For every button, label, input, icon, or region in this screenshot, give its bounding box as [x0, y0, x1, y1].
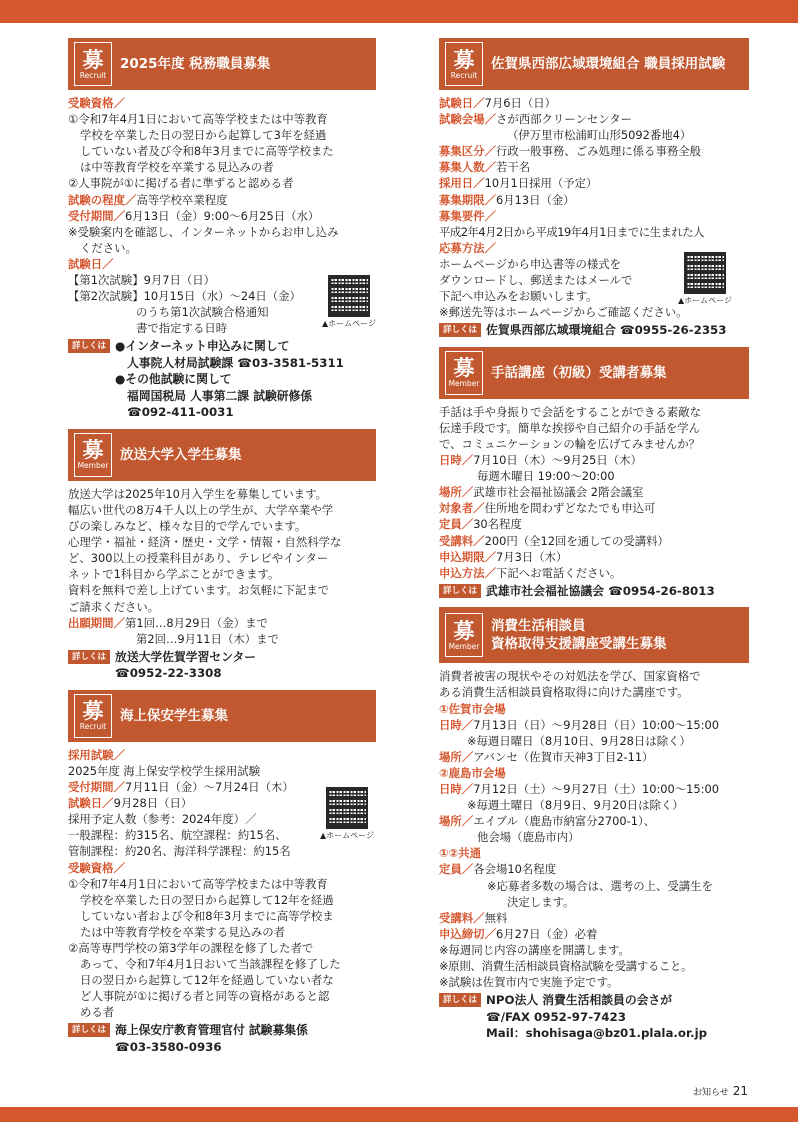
detail-contact: [68, 649, 376, 682]
contact-line: ☎0952-22-3308: [115, 666, 222, 681]
contact-line: 武雄市社会福祉協議会 ☎0954-26-8013: [486, 583, 715, 598]
text-line: ※試験は佐賀市内で実施予定です。: [439, 975, 619, 990]
text-line: 試験の程度／高等学校卒業程度: [68, 192, 228, 207]
contact-line: 海上保安庁教育管理官付 試験募集係: [115, 1023, 308, 1038]
text-line: める者: [80, 1005, 115, 1020]
contact-line: 人事院人材局試験課 ☎03-3581-5311: [127, 355, 344, 370]
text-line: 申込締切／6月27日（金）必着: [439, 926, 598, 941]
text-line: 申込期限／7月3日（木）: [439, 549, 568, 564]
left-column: [68, 38, 376, 1063]
text-line: ダウンロードし、郵送またはメールで: [439, 273, 633, 288]
text-line: 募集人数／若干名: [439, 160, 531, 175]
section-title: 佐賀県西部広域環境組合 職員採用試験: [491, 56, 726, 72]
text-line: 毎週木曜日 19:00～20:00: [477, 469, 615, 484]
text-line: ※毎週土曜日（8月9日、9月20日は除く）: [467, 798, 684, 813]
text-line: ②高等専門学校の第3学年の課程を修了した者で: [68, 940, 314, 955]
text-line: 採用試験／: [68, 747, 125, 762]
text-line: は中等教育学校を卒業する見込みの者: [80, 160, 274, 175]
detail-badge: 詳しくは: [439, 584, 481, 598]
text-line: 【第1次試験】9月7日（日）: [68, 273, 216, 288]
detail-contact: [68, 338, 376, 421]
text-line: 応募方法／: [439, 240, 496, 255]
top-color-bar: [0, 0, 798, 23]
text-line: 場所／アバンセ（佐賀市天神3丁目2-11）: [439, 749, 654, 764]
detail-badge: 詳しくは: [68, 339, 110, 353]
page-number: 21: [732, 1084, 748, 1098]
contact-line: ●その他試験に関して: [115, 372, 232, 387]
text-line: 伝達手段です。簡単な挨拶や自己紹介の手話を学ん: [439, 420, 701, 435]
contact-line: 福岡国税局 人事第二課 試験研修係: [127, 388, 313, 403]
contact-line: ☎03-3580-0936: [115, 1039, 222, 1054]
detail-badge: 詳しくは: [68, 650, 110, 664]
footer-label: お知らせ: [692, 1088, 729, 1098]
text-line: 定員／各会場10名程度: [439, 862, 557, 877]
text-line: ど人事院が①に掲げる者と同等の資格があると認: [80, 989, 330, 1004]
detail-badge: 詳しくは: [439, 323, 481, 337]
text-line: 手話は手や身振りで会話をすることができる素敵な: [439, 404, 701, 419]
text-line: あって、令和7年4月1日おいて当該課程を修了した: [80, 957, 341, 972]
label-exam-date: 試験日／: [68, 256, 114, 271]
detail-contact: [439, 583, 749, 600]
text-line: 採用予定人数（参考：2024年度）／: [68, 812, 257, 827]
text-line: 試験会場／さが西部クリーンセンター: [439, 112, 632, 127]
detail-badge: 詳しくは: [68, 1023, 110, 1037]
text-line: 2025年度 海上保安学校学生採用試験: [68, 763, 261, 778]
text-line: 募集区分／行政一般事務、ごみ処理に係る事務全般: [439, 144, 702, 159]
text-line: 募集期限／6月13日（金）: [439, 192, 575, 207]
detail-contact: [68, 1022, 376, 1055]
qr-code-icon: [326, 787, 368, 829]
text-line: ※毎週日曜日（8月10日、9月28日は除く）: [467, 733, 691, 748]
member-badge: 募 Member: [74, 433, 112, 477]
university-section: [68, 429, 376, 682]
contact-line: 佐賀県西部広域環境組合 ☎0955-26-2353: [486, 323, 727, 338]
text-line: 学校を卒業した日の翌日から起算して12年を経過: [80, 892, 334, 907]
right-column: [439, 38, 749, 1050]
venue-heading: ①佐賀市会場: [439, 701, 506, 716]
text-line: ※原則、消費生活相談員資格試験を受講すること。: [439, 959, 693, 974]
text-line: たは中等教育学校を卒業する見込みの者: [80, 924, 286, 939]
text-line: 受験資格／: [68, 860, 125, 875]
contact-line: 放送大学佐賀学習センター: [115, 649, 257, 664]
text-line: 第2回…9月11日（木）まで: [136, 631, 279, 646]
detail-contact: [439, 322, 749, 339]
text-line: 放送大学は2025年10月入学生を募集しています。: [68, 486, 327, 501]
text-line: 受講料／200円（全12回を通しての受講料）: [439, 533, 669, 548]
coast-guard-section: [68, 690, 376, 1056]
text-line: 受付期間／7月11日（金）～7月24日（木）: [68, 780, 294, 795]
section-title: 手話講座（初級）受講者募集: [491, 364, 667, 381]
contact-line: ●インターネット申込みに関して: [115, 339, 290, 354]
recruit-badge: 募 Recruit: [445, 42, 483, 86]
text-line: 場所／エイブル（鹿島市納富分2700-1）、: [439, 814, 656, 829]
text-line: びの楽しみなど、様々な目的で学んでいます。: [68, 519, 307, 534]
text-line: で、コミュニケーションの輪を広げてみませんか？: [439, 437, 701, 451]
qr-code-coast[interactable]: [320, 787, 374, 841]
text-line: 日時／7月12日（土）～9月27日（土）10:00～15:00: [439, 782, 720, 796]
venue-heading: ①②共通: [439, 846, 482, 861]
text-line: のうち第1次試験合格通知: [136, 305, 269, 320]
recruit-badge: 募 Recruit: [74, 42, 112, 86]
text-line: 試験日／9月28日（日）: [68, 796, 193, 811]
member-badge: 募 Member: [445, 351, 483, 395]
text-line: ホームページから申込書等の様式を: [439, 256, 622, 271]
qr-code-environment[interactable]: [678, 252, 732, 306]
section-header: [439, 607, 749, 663]
text-line: 学校を卒業した日の翌日から起算して3年を経過: [80, 128, 327, 143]
text-line: 決定します。: [507, 894, 575, 909]
text-line: 場所／武雄市社会福祉協議会 2階会議室: [439, 485, 644, 500]
qr-code-icon: [328, 275, 370, 317]
section-title: 消費生活相談員: [491, 618, 586, 635]
text-line: 消費者被害の現状やその対処法を学び、国家資格で: [439, 669, 701, 684]
text-line: 日時／7月10日（木）～9月25日（木）: [439, 453, 642, 468]
text-line: ある消費生活相談員資格取得に向けた講座です。: [439, 685, 689, 700]
text-line: 管制課程：約20名、海洋科学課程：約15名: [68, 844, 291, 859]
text-line: 募集要件／: [439, 208, 496, 223]
tax-staff-section: [68, 38, 376, 421]
text-line: 資料を無料で差し上げています。お気軽に下記まで: [68, 583, 330, 598]
section-header: [68, 38, 376, 90]
text-line: 他会場（鹿島市内）: [477, 830, 580, 845]
qr-caption: ▲ホームページ: [320, 831, 374, 840]
text-line: （伊万里市松浦町山形5092番地4）: [507, 128, 692, 143]
text-line: 申込方法／下記へお電話ください。: [439, 565, 622, 580]
text-line: ※応募者多数の場合は、選考の上、受講生を: [487, 878, 713, 893]
text-line: ①令和7年4月1日において高等学校または中等教育: [68, 876, 328, 891]
page-footer: [693, 1084, 748, 1098]
text-line: していない者及び令和8年3月までに高等学校また: [80, 144, 334, 159]
text-line: 受講料／無料: [439, 910, 508, 925]
sign-language-section: [439, 347, 749, 600]
member-badge: 募 Member: [445, 613, 483, 657]
text-line: ※毎週同じ内容の講座を開講します。: [439, 942, 630, 957]
text-line: 試験日／7月6日（日）: [439, 96, 557, 110]
email-link[interactable]: Mail：shohisaga@bz01.plala.or.jp: [486, 1026, 708, 1041]
text-line: ど、300以上の授業科目があり、テレビやインター: [68, 551, 329, 566]
text-line: 心理学・福祉・経済・歴史・文学・情報・自然科学な: [68, 535, 342, 550]
text-line: 対象者／住所地を問わずどなたでも申込可: [439, 501, 656, 516]
label-eligibility: 受験資格／: [68, 96, 125, 110]
contact-line: NPO法人 消費生活相談員の会さが: [486, 993, 673, 1008]
text-line: 幅広い世代の8万4千人以上の学生が、大学卒業や学: [68, 503, 334, 517]
section-subtitle: 資格取得支援講座受講生募集: [491, 636, 667, 653]
bottom-color-bar: [0, 1107, 798, 1122]
section-header: [68, 690, 376, 742]
detail-badge: 詳しくは: [439, 993, 481, 1007]
text-line: 日の翌日から起算して12年を経過していない者な: [80, 973, 334, 988]
qr-caption: ▲ホームページ: [322, 319, 376, 328]
venue-heading: ②鹿島市会場: [439, 765, 506, 780]
text-line: 採用日／10月1日採用（予定）: [439, 176, 598, 191]
section-header: [68, 429, 376, 481]
text-line: 日時／7月13日（日）～9月28日（日）10:00～15:00: [439, 717, 720, 732]
section-title: 放送大学入学生募集: [120, 446, 242, 463]
contact-line: ☎/FAX 0952-97-7423: [486, 1009, 626, 1024]
section-header: [439, 38, 749, 90]
consumer-advisor-section: [439, 607, 749, 1041]
contact-line: ☎092-411-0031: [127, 405, 234, 420]
text-line: 書で指定する日時: [136, 321, 228, 336]
qr-code-icon: [684, 252, 726, 294]
text-line: ※受験案内を確認し、インターネットからお申し込み: [68, 224, 339, 239]
text-line: 【第2次試験】10月15日（水）～24日（金）: [68, 289, 301, 304]
section-title: 海上保安学生募集: [120, 707, 228, 724]
text-line: 受付期間／6月13日（金）9:00～6月25日（水）: [68, 208, 320, 223]
text-line: していない者および令和8年3月までに高等学校ま: [80, 908, 334, 923]
section-title: 2025年度 税務職員募集: [120, 56, 271, 72]
recruit-badge: 募 Recruit: [74, 694, 112, 738]
text-line: ください。: [80, 240, 137, 255]
text-line: ①令和7年4月1日において高等学校または中等教育: [68, 112, 328, 127]
section-header: [439, 347, 749, 399]
text-line: ネットで1科目から学ぶことができます。: [68, 567, 280, 582]
qr-caption: ▲ホームページ: [678, 296, 732, 305]
text-line: 出願期間／第1回…8月29日（金）まで: [68, 615, 268, 630]
text-line: ※郵送先等はホームページからご確認ください。: [439, 305, 688, 320]
text-line: 一般課程：約315名、航空課程：約15名、: [68, 828, 287, 843]
text-line: 平成2年4月2日から平成19年4月1日までに生まれた人: [439, 224, 705, 239]
text-line: ②人事院が①に掲げる者に準ずると認める者: [68, 176, 294, 191]
qr-code-tax[interactable]: [322, 275, 376, 329]
text-line: ご請求ください。: [68, 599, 160, 614]
detail-contact: [439, 992, 749, 1042]
text-line: 下記へ申込みをお願いします。: [439, 289, 598, 304]
text-line: 定員／30名程度: [439, 517, 522, 532]
